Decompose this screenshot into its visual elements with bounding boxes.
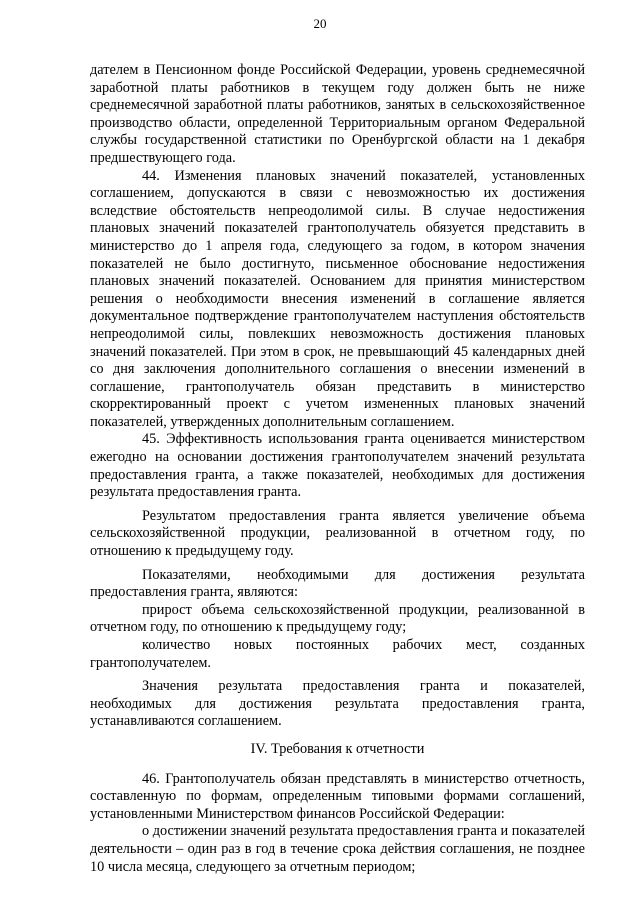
paragraph-p-indicators: Показателями, необходимыми для достижения результата предоставления гранта, являются: [90,566,585,601]
paragraph-p-44: 44. Изменения плановых значений показателей, установленных соглашением, допускаются в связи с невозможностью их достижения вследствие обстоятельств непреодолимой силы. В случае недостижения плановых значений показателей грантополучатель обязуется представить в министерство до 1 апреля года, следующего за годом, в котором значения показателей не было достигнуто, письменное обоснование недостижения плановых значений показателей. Основанием для принятия министерством решения о необходимости внесения изменений в соглашение является документальное подтверждение грантополучателем наступления обстоятельств непреодолимой силы, повлекших невозможность достижения плановых значений показателей. При этом в срок, не превышающий 45 календарных дней со дня заключения дополнительного соглашения о внесении изменений в соглашение, грантополучатель обязан представить в министерство скорректированный проект с учетом измененных плановых значений показателей, утвержденных дополнительным соглашением. [90,167,585,430]
paragraph-p-cont: дателем в Пенсионном фонде Российской Федерации, уровень среднемесячной заработной платы работников в текущем году должен быть не ниже среднемесячной заработной платы работников, занятых в сельскохозяйственное производство области, определенной Территориальным органом Федеральной службы государственной статистики по Оренбургской области на 1 декабря предшествующего года. [90,62,585,166]
document-body [90,62,585,876]
paragraph-p-46: 46. Грантополучатель обязан представлять в министерство отчетность, составленную по формам, определенным типовыми формами соглашений, установленными Министерством финансов Российской Федерации: [90,770,585,822]
paragraph-p-45: 45. Эффективность использования гранта оценивается министерством ежегодно на основании достижения грантополучателем значений результата предоставления гранта, а также показателей, необходимых для достижения результата предоставления гранта. [90,431,585,501]
paragraph-p-jobs: количество новых постоянных рабочих мест, созданных грантополучателем. [90,637,585,671]
paragraph-p-growth: прирост объема сельскохозяйственной продукции, реализованной в отчетном году, по отношению к предыдущему году; [90,601,585,636]
paragraphs-bottom [90,771,585,877]
paragraphs-top [90,62,585,731]
paragraph-p-values: Значения результата предоставления гранта и показателей, необходимых для достижения результата предоставления гранта, устанавливаются соглашением. [90,678,585,730]
page-number: 20 [313,16,327,31]
section-heading: IV. Требования к отчетности [250,740,425,757]
paragraph-p-report: о достижении значений результата предоставления гранта и показателей деятельности – один раз в год в течение срока действия соглашения, не позднее 10 числа месяца, следующего за отчетным периодом; [90,823,585,875]
paragraph-p-result: Результатом предоставления гранта является увеличение объема сельскохозяйственной продукции, реализованной в отчетном году, по отношению к предыдущему году. [90,507,585,560]
